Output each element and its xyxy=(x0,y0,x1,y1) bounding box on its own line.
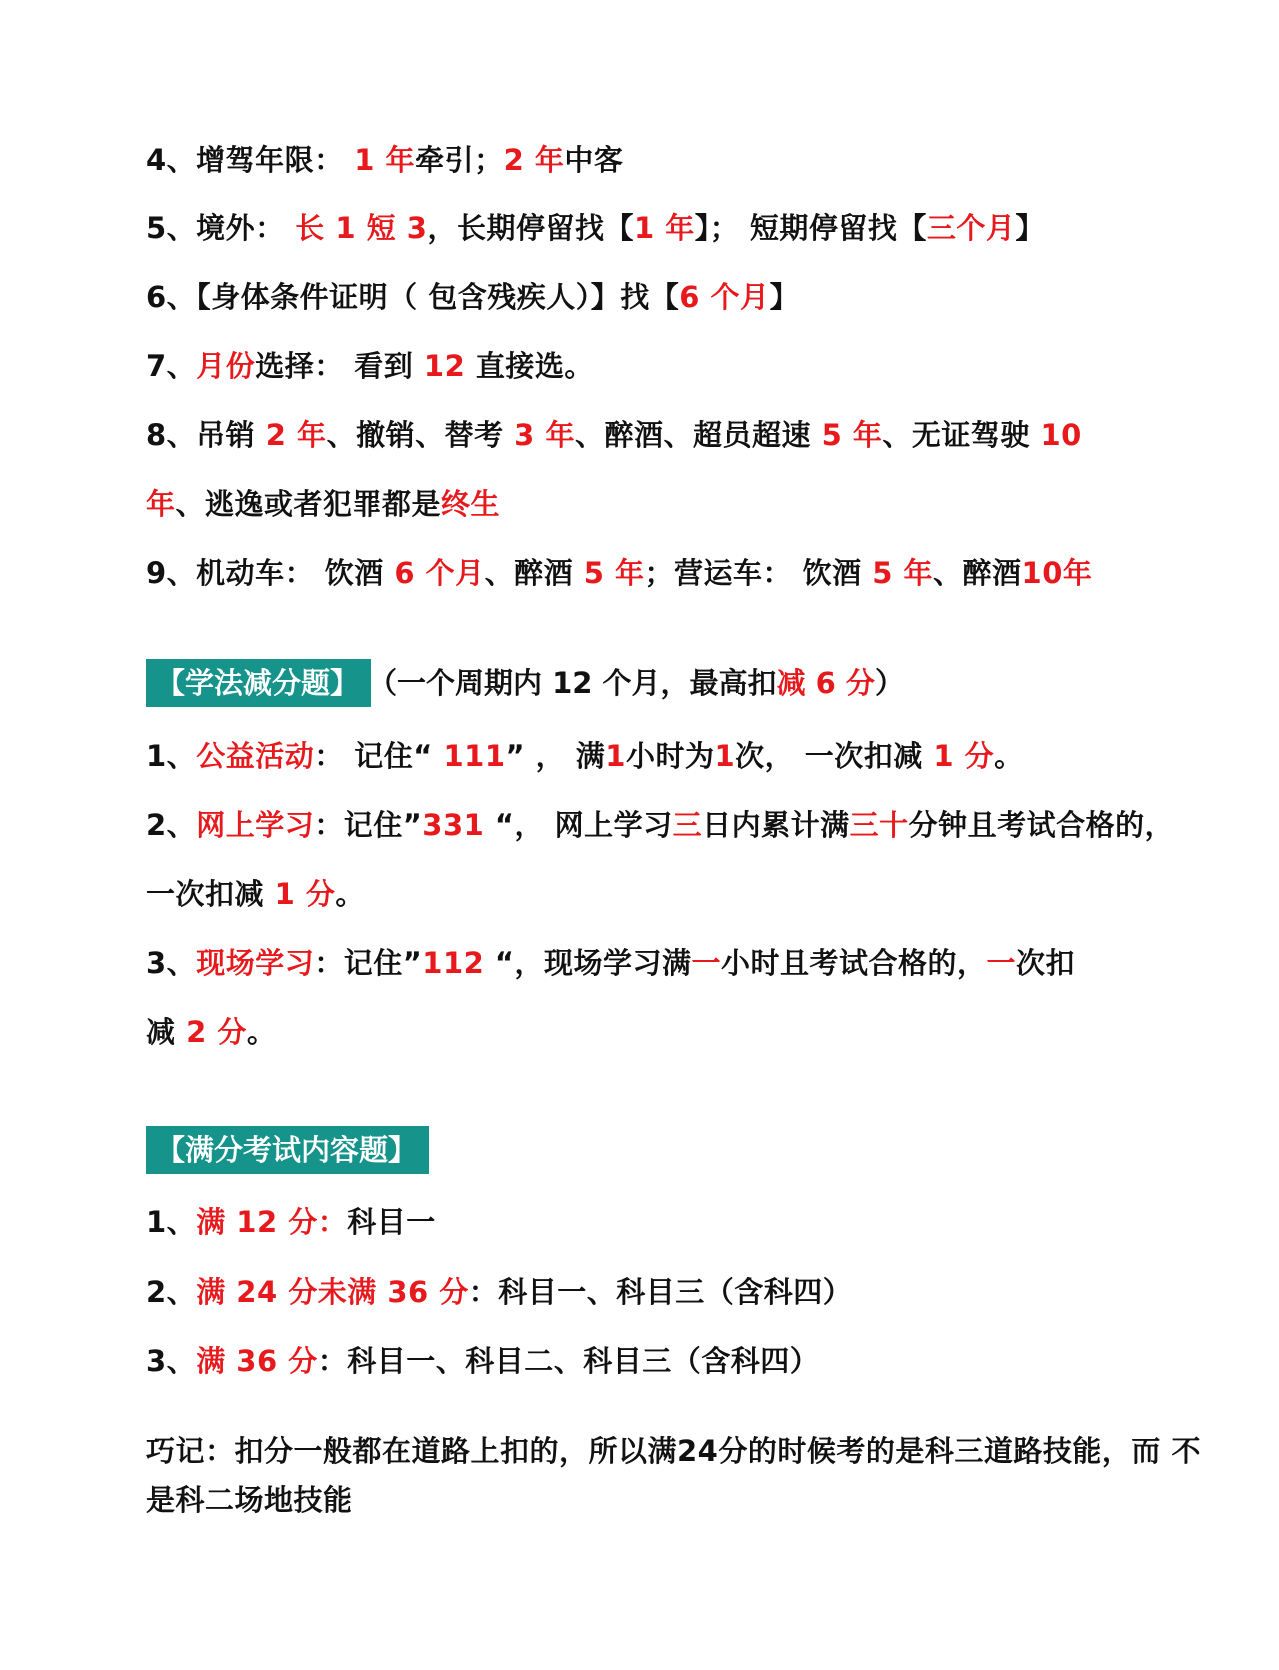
highlight-text: 三十 xyxy=(849,808,909,842)
text-segment: 5、境外： xyxy=(146,211,296,245)
text-segment: 7、 xyxy=(146,349,197,383)
study-item-1 xyxy=(146,736,1024,776)
text-segment: 3、 xyxy=(146,1344,197,1378)
text-segment: ：科目一、科目三（含科四） xyxy=(468,1275,853,1309)
text-segment: 1、 xyxy=(146,739,197,773)
text-segment: 2、 xyxy=(146,1275,197,1309)
text-segment: 科目一 xyxy=(347,1205,436,1239)
list-item-8-cont xyxy=(146,484,500,524)
text-segment: 小时为 xyxy=(625,739,715,773)
text-segment: 1、 xyxy=(146,1205,197,1239)
text-segment: 】 xyxy=(769,280,800,314)
highlight-text: 2 分 xyxy=(186,1015,247,1049)
exam-item-2 xyxy=(146,1272,852,1312)
highlight-text: 网上学习 xyxy=(196,808,315,842)
highlight-text: 1 年 xyxy=(354,143,416,177)
text-segment: “，现场学习满 xyxy=(484,946,692,980)
text-segment: 4、增驾年限： xyxy=(146,143,355,177)
text-segment: 。 xyxy=(246,1015,277,1049)
memory-tip-line-2: 是科二场地技能 xyxy=(146,1483,353,1517)
text-segment: 8、吊销 xyxy=(146,418,266,452)
highlight-text: 6 个月 xyxy=(394,556,485,590)
text-segment: ，长期停留找【 xyxy=(427,211,634,245)
study-item-2-cont xyxy=(146,874,365,914)
highlight-text: 1 年 xyxy=(633,211,695,245)
list-item-8 xyxy=(146,415,1082,455)
text-segment: ：科目一、科目二、科目三（含科四） xyxy=(317,1344,820,1378)
text-segment: 次， 一次扣减 xyxy=(735,739,934,773)
highlight-text: 满 24 分未满 36 分 xyxy=(196,1275,469,1309)
section-title-study-deduction: 【学法减分题】 xyxy=(146,659,371,707)
highlight-text: 满 12 分： xyxy=(196,1205,348,1239)
list-item-5 xyxy=(146,208,1045,248)
list-item-7 xyxy=(146,346,594,386)
highlight-text: 三 xyxy=(672,808,703,842)
highlight-text: 3 年 xyxy=(514,418,575,452)
text-segment: 一次扣减 xyxy=(146,877,275,911)
text-segment: 日内累计满 xyxy=(702,808,850,842)
highlight-text: 1 xyxy=(714,739,736,773)
text-segment: ：记住” xyxy=(314,808,423,842)
text-segment: 直接选。 xyxy=(465,349,594,383)
text-segment: 、无证驾驶 xyxy=(882,418,1041,452)
highlight-text: 5 年 xyxy=(583,556,645,590)
study-item-3 xyxy=(146,943,1075,983)
study-item-3-cont xyxy=(146,1012,276,1052)
highlight-text: 公益活动 xyxy=(196,739,315,773)
highlight-text: 满 36 分 xyxy=(196,1344,318,1378)
text-segment: 3、 xyxy=(146,946,197,980)
highlight-text: 1 分 xyxy=(274,877,336,911)
text-segment: 选择： 看到 xyxy=(255,349,424,383)
text-segment: 减 xyxy=(146,1015,187,1049)
text-segment: 。 xyxy=(994,739,1024,773)
text-segment: 2、 xyxy=(146,808,197,842)
text-segment: 、醉酒 xyxy=(933,556,1022,590)
highlight-text: 2 年 xyxy=(503,143,565,177)
text-segment: 中客 xyxy=(564,143,624,177)
text-segment: 、醉酒 xyxy=(484,556,584,590)
text-segment: （一个周期内 12 个月，最高扣 xyxy=(368,666,777,700)
highlight-text: 终生 xyxy=(441,487,501,521)
exam-item-3 xyxy=(146,1341,819,1381)
text-segment: 】 xyxy=(1015,211,1045,245)
highlight-text: 现场学习 xyxy=(196,946,315,980)
highlight-text: 112 xyxy=(422,946,485,980)
highlight-text: 减 6 分 xyxy=(776,666,875,700)
highlight-text: 年 xyxy=(146,487,176,521)
text-segment: 分钟且考试合格的， xyxy=(908,808,1175,842)
highlight-text: 331 xyxy=(422,808,485,842)
exam-item-1 xyxy=(146,1202,436,1242)
highlight-text: 一 xyxy=(691,946,721,980)
highlight-text: 12 xyxy=(423,349,466,383)
highlight-text: 6 个月 xyxy=(679,280,770,314)
text-segment: 、逃逸或者犯罪都是 xyxy=(175,487,442,521)
list-item-9 xyxy=(146,553,1092,593)
text-segment: ： 记住“ xyxy=(314,739,444,773)
text-segment: ） xyxy=(874,666,904,700)
text-segment: 、醉酒、超员超速 xyxy=(574,418,822,452)
highlight-text: 月份 xyxy=(196,349,256,383)
section-title-full-score-exam: 【满分考试内容题】 xyxy=(146,1126,429,1174)
highlight-text: 5 年 xyxy=(821,418,883,452)
memory-tip-line-1: 巧记：扣分一般都在道路上扣的，所以满24分的时候考的是科三道路技能，而 不 xyxy=(146,1434,1201,1468)
text-segment: 牵引； xyxy=(415,143,504,177)
highlight-text: 长 1 短 3 xyxy=(295,211,428,245)
text-segment: ” ， 满 xyxy=(505,739,606,773)
text-segment: 次扣 xyxy=(1016,946,1076,980)
text-segment: 6、【身体条件证明（ 包含残疾人）】找【 xyxy=(146,280,680,314)
text-segment: 、撤销、替考 xyxy=(326,418,515,452)
text-segment: ：记住” xyxy=(314,946,423,980)
text-segment: 。 xyxy=(335,877,365,911)
study-item-2 xyxy=(146,805,1174,845)
highlight-text: 5 年 xyxy=(872,556,934,590)
highlight-text: 111 xyxy=(443,739,506,773)
text-segment: 】； 短期停留找【 xyxy=(694,211,927,245)
highlight-text: 10 xyxy=(1040,418,1082,452)
highlight-text: 2 年 xyxy=(265,418,327,452)
section-note-study-deduction xyxy=(368,659,904,707)
text-segment: ；营运车： 饮酒 xyxy=(644,556,873,590)
highlight-text: 一 xyxy=(986,946,1017,980)
highlight-text: 1 分 xyxy=(933,739,995,773)
highlight-text: 1 xyxy=(605,739,626,773)
highlight-text: 10年 xyxy=(1021,556,1093,590)
text-segment: 小时且考试合格的， xyxy=(720,946,987,980)
highlight-text: 三个月 xyxy=(926,211,1016,245)
list-item-4 xyxy=(146,140,623,180)
text-segment: 9、机动车： 饮酒 xyxy=(146,556,395,590)
text-segment: “， 网上学习 xyxy=(484,808,673,842)
list-item-6 xyxy=(146,277,799,317)
